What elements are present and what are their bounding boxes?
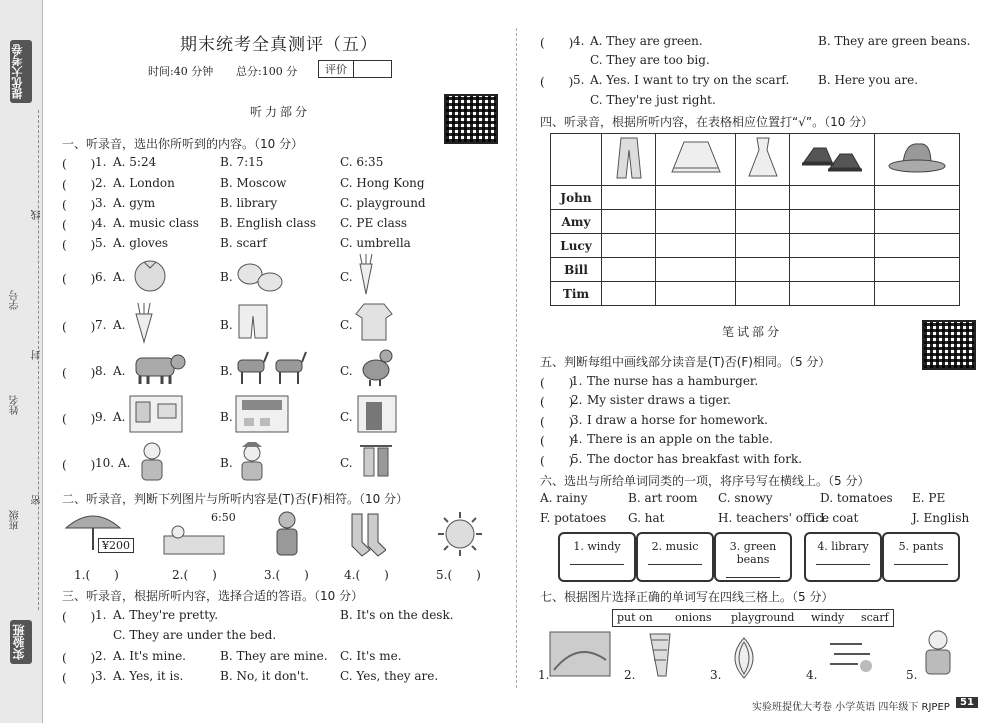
rooster-icon[interactable]	[356, 346, 396, 388]
sneakers-icon	[800, 138, 864, 178]
answer-paren[interactable]: ( )	[540, 415, 574, 429]
option-c: C.	[340, 410, 353, 424]
check-cell[interactable]	[875, 186, 960, 210]
section5-title: 五、判断每组中画线部分读音是(T)否(F)相同。（5 分）	[540, 355, 831, 369]
answer-blank[interactable]	[894, 563, 948, 565]
word-box-label: 4. library	[817, 540, 869, 553]
listening-heading: 听力部分	[250, 105, 311, 119]
written-heading: 笔试部分	[722, 325, 783, 339]
check-cell[interactable]	[790, 258, 875, 282]
corner-cell	[551, 134, 602, 186]
answer-blank[interactable]	[570, 563, 624, 565]
check-cell[interactable]	[602, 282, 656, 306]
word-box-2[interactable]	[636, 532, 714, 582]
boy-scarf-icon[interactable]	[136, 440, 168, 482]
check-cell[interactable]	[602, 210, 656, 234]
clothes-rack-icon[interactable]	[356, 440, 396, 480]
item-number: 10.	[95, 456, 115, 470]
option-item: E. PE	[912, 491, 946, 505]
option-c: C.	[340, 456, 353, 470]
answer-paren[interactable]: ( )	[62, 458, 96, 472]
option-item: C. snowy	[718, 491, 773, 505]
check-cell[interactable]	[656, 258, 736, 282]
answer-paren[interactable]: ( )	[540, 75, 574, 89]
word-bank-item: scarf	[861, 611, 889, 624]
check-cell[interactable]	[875, 210, 960, 234]
page-number: 51	[956, 697, 978, 708]
art-room-icon[interactable]	[128, 394, 184, 434]
answer-paren[interactable]: ( )	[62, 366, 96, 380]
answer-paren[interactable]: ( )	[62, 238, 96, 252]
socks-icon[interactable]	[346, 512, 386, 558]
sweater-icon[interactable]	[354, 300, 394, 342]
pants-icon	[609, 136, 649, 180]
answer-paren[interactable]: ( )	[540, 434, 574, 448]
section3-title: 三、听录音，根据所听内容，选择合适的答语。（10 分）	[62, 589, 364, 603]
sentence: The nurse has a hamburger.	[587, 374, 759, 388]
option-item: F. potatoes	[540, 511, 607, 525]
option-item: B. art room	[628, 491, 698, 505]
answer-paren[interactable]: ( )	[62, 320, 96, 334]
binding-sidebar	[0, 0, 43, 723]
answer-paren[interactable]: ( )	[62, 198, 96, 212]
option-b: B.	[220, 456, 233, 470]
option-c: C. 6:35	[340, 155, 384, 169]
table-row	[551, 258, 960, 282]
option-c: C. Hong Kong	[340, 176, 425, 190]
word-bank-item: windy	[811, 611, 845, 624]
option-a: A. They are green.	[590, 34, 703, 48]
section1-title: 一、听录音，选出你所听到的内容。（10 分）	[62, 137, 304, 151]
item-number: 1.	[95, 155, 107, 169]
page-title: 期末统考全真测评（五）	[180, 35, 378, 55]
option-a: A. Yes, it is.	[113, 669, 184, 683]
picture-label-3: 3.	[710, 668, 722, 682]
answer-paren[interactable]: ( )	[62, 651, 96, 665]
check-cell[interactable]	[736, 258, 790, 282]
table-row	[551, 282, 960, 306]
option-c: C. umbrella	[340, 236, 411, 250]
check-cell[interactable]	[875, 234, 960, 258]
qr-code-written[interactable]	[922, 320, 976, 370]
judge-label-5[interactable]: 5.( )	[436, 568, 481, 582]
judge-label-4[interactable]: 4.( )	[344, 568, 389, 582]
child-winter-icon[interactable]	[272, 510, 302, 558]
word-box-label: 1. windy	[573, 540, 621, 553]
option-b: B. library	[220, 196, 278, 210]
sentence: I draw a horse for homework.	[587, 413, 768, 427]
item-number: 3.	[95, 669, 107, 683]
check-cell[interactable]	[602, 258, 656, 282]
check-cell[interactable]	[736, 210, 790, 234]
table-row	[551, 210, 960, 234]
item-number: 5.	[95, 236, 107, 250]
option-b: B. Here you are.	[818, 73, 919, 87]
class-field-label: 班级	[10, 510, 21, 530]
check-cell[interactable]	[790, 186, 875, 210]
fold-line	[38, 110, 39, 610]
row-name: Lucy	[551, 234, 602, 258]
option-a: A. gloves	[113, 236, 169, 250]
answer-blank[interactable]	[816, 563, 870, 565]
word-bank	[612, 609, 894, 627]
price-tag: ¥200	[98, 538, 134, 553]
answer-blank[interactable]	[726, 576, 780, 578]
check-cell[interactable]	[790, 282, 875, 306]
option-b: B. scarf	[220, 236, 267, 250]
picture-label-5: 5.	[906, 668, 918, 682]
check-cell[interactable]	[875, 258, 960, 282]
sun-icon[interactable]	[436, 510, 484, 558]
answer-paren[interactable]: ( )	[540, 36, 574, 50]
check-cell[interactable]	[656, 186, 736, 210]
time-limit: 时间:40 分钟	[148, 65, 214, 78]
table-header-row	[551, 134, 960, 186]
answer-paren[interactable]: ( )	[62, 178, 96, 192]
footer-text: 实验班提优大考卷 小学英语 四年级下 RJPEP	[752, 702, 950, 713]
answer-paren[interactable]: ( )	[62, 218, 96, 232]
option-a: A. Yes. I want to try on the scarf.	[590, 73, 790, 87]
horses-icon[interactable]	[234, 348, 312, 388]
option-a: A.	[113, 364, 126, 378]
clock-time: 6:50	[211, 511, 236, 524]
word-bank-item: playground	[731, 611, 795, 624]
option-item: I. coat	[820, 511, 859, 525]
check-cell[interactable]	[602, 234, 656, 258]
item-number: 8.	[95, 364, 107, 378]
option-c: C.	[340, 318, 353, 332]
item-number: 3.	[571, 413, 583, 427]
check-cell[interactable]	[656, 234, 736, 258]
col-skirt	[656, 134, 736, 186]
answer-paren[interactable]: ( )	[62, 610, 96, 624]
skirt-icon	[666, 138, 726, 178]
hat-icon	[885, 138, 949, 178]
scarf-icon[interactable]	[640, 630, 680, 680]
picture-label-1: 1.	[538, 668, 550, 682]
grade-label: 评价	[319, 61, 354, 77]
option-a: A. London	[113, 176, 175, 190]
boy-dressing-icon[interactable]	[918, 628, 958, 678]
grade-box[interactable]	[318, 60, 392, 78]
answer-paren[interactable]: ( )	[62, 272, 96, 286]
onion-icon[interactable]	[722, 636, 766, 680]
option-item: D. tomatoes	[820, 491, 893, 505]
item-number: 4.	[571, 432, 583, 446]
option-item: A. rainy	[540, 491, 588, 505]
option-a: A.	[113, 318, 126, 332]
check-table	[550, 133, 960, 306]
item-number: 2.	[95, 649, 107, 663]
item-number: 3.	[95, 196, 107, 210]
answer-paren[interactable]: ( )	[62, 157, 96, 171]
option-b: B. English class	[220, 216, 317, 230]
fold-mark-1: 线	[32, 210, 43, 220]
word-box-label: 5. pants	[898, 540, 944, 553]
name-field-label: 姓名	[10, 395, 21, 415]
answer-paren[interactable]: ( )	[540, 395, 574, 409]
check-cell[interactable]	[736, 282, 790, 306]
check-cell[interactable]	[656, 210, 736, 234]
option-b: B. No, it don't.	[220, 669, 309, 683]
row-name: John	[551, 186, 602, 210]
col-hat	[875, 134, 960, 186]
item-number: 1.	[571, 374, 583, 388]
item-number: 9.	[95, 410, 107, 424]
carrot-icon[interactable]	[352, 252, 380, 296]
item-number: 4.	[573, 34, 585, 48]
sentence: My sister draws a tiger.	[587, 393, 731, 407]
option-c: C. They are too big.	[590, 53, 710, 67]
option-a: A. It's mine.	[113, 649, 186, 663]
boy-hat-icon[interactable]	[236, 440, 268, 482]
check-cell[interactable]	[602, 186, 656, 210]
check-cell[interactable]	[656, 282, 736, 306]
option-a: A. gym	[113, 196, 156, 210]
page-divider	[516, 28, 517, 688]
option-b: B.	[220, 270, 233, 284]
judge-label-3[interactable]: 3.( )	[264, 568, 309, 582]
option-c: C.	[340, 270, 353, 284]
student-id-field-label: 学号	[10, 290, 21, 310]
item-number: 7.	[95, 318, 107, 332]
item-number: 4.	[95, 216, 107, 230]
col-pants	[602, 134, 656, 186]
playground-icon[interactable]	[548, 630, 612, 678]
option-c: C.	[340, 364, 353, 378]
table-row	[551, 234, 960, 258]
fold-mark-3: 密	[32, 495, 43, 505]
row-name: Amy	[551, 210, 602, 234]
windy-icon[interactable]	[826, 630, 876, 678]
check-cell[interactable]	[790, 234, 875, 258]
door-room-icon[interactable]	[356, 394, 398, 434]
section7-title: 七、根据图片选择正确的单词写在四线三格上。（5 分）	[540, 590, 834, 604]
answer-paren[interactable]: ( )	[540, 376, 574, 390]
section2-title: 二、听录音，判断下列图片与所听内容是(T)否(F)相符。（10 分）	[62, 492, 409, 506]
option-c: C. It's me.	[340, 649, 402, 663]
fold-mark-2: 封	[32, 350, 43, 360]
word-bank-item: onions	[675, 611, 712, 624]
option-a: A.	[113, 410, 126, 424]
item-number: 2.	[95, 176, 107, 190]
picture-label-4: 4.	[806, 668, 818, 682]
option-item: H. teachers' office	[718, 511, 830, 525]
answer-paren[interactable]: ( )	[62, 671, 96, 685]
option-a: A. 5:24	[113, 155, 157, 169]
section6-title: 六、选出与所给单词同类的一项，将序号写在横线上。（5 分）	[540, 474, 870, 488]
option-b: B.	[220, 364, 233, 378]
option-a: A.	[118, 456, 131, 470]
option-c: C. Yes, they are.	[340, 669, 439, 683]
qr-code-listening[interactable]	[444, 94, 498, 144]
item-number: 5.	[573, 73, 585, 87]
check-cell[interactable]	[790, 210, 875, 234]
answer-paren[interactable]: ( )	[62, 412, 96, 426]
check-cell[interactable]	[736, 234, 790, 258]
judge-label-1[interactable]: 1.( )	[74, 568, 119, 582]
word-box-1[interactable]	[558, 532, 636, 582]
item-number: 2.	[571, 393, 583, 407]
brand-logo-bottom: 实验班	[10, 620, 32, 664]
judge-label-2[interactable]: 2.( )	[172, 568, 217, 582]
classroom-icon[interactable]	[234, 394, 290, 434]
item-number: 1.	[95, 608, 107, 622]
item-number: 5.	[571, 452, 583, 466]
option-b: B. 7:15	[220, 155, 264, 169]
col-shoes	[790, 134, 875, 186]
option-item: J. English	[912, 511, 970, 525]
answer-blank[interactable]	[648, 563, 702, 565]
row-name: Tim	[551, 282, 602, 306]
option-b: B.	[220, 410, 233, 424]
option-a: A. music class	[113, 216, 199, 230]
option-c: C. PE class	[340, 216, 408, 230]
tomato-icon[interactable]	[130, 254, 170, 294]
radish-icon[interactable]	[130, 300, 158, 344]
potato-icon[interactable]	[234, 256, 284, 296]
option-c: C. They're just right.	[590, 93, 716, 107]
check-cell[interactable]	[736, 186, 790, 210]
item-number: 6.	[95, 270, 107, 284]
brand-logo-top: 提优大考卷	[10, 40, 32, 103]
picture-label-2: 2.	[624, 668, 636, 682]
option-a: A. They're pretty.	[113, 608, 219, 622]
col-dress	[736, 134, 790, 186]
answer-paren[interactable]: ( )	[540, 454, 574, 468]
option-b: B. They are mine.	[220, 649, 328, 663]
row-name: Bill	[551, 258, 602, 282]
ox-icon[interactable]	[128, 348, 188, 386]
option-item: G. hat	[628, 511, 665, 525]
section4-title: 四、听录音，根据所听内容，在表格相应位置打“√”。（10 分）	[540, 115, 874, 129]
sentence: There is an apple on the table.	[587, 432, 773, 446]
option-b: B.	[220, 318, 233, 332]
option-b: B. Moscow	[220, 176, 287, 190]
option-b: B. It's on the desk.	[340, 608, 454, 622]
word-box-5[interactable]	[882, 532, 960, 582]
option-a: A.	[113, 270, 126, 284]
total-score: 总分:100 分	[236, 65, 298, 78]
shorts-icon[interactable]	[236, 302, 270, 342]
word-box-4[interactable]	[804, 532, 882, 582]
dress-icon	[743, 136, 783, 180]
bed-morning-icon[interactable]	[160, 518, 230, 560]
option-c: C. They are under the bed.	[113, 628, 277, 642]
table-row	[551, 186, 960, 210]
check-cell[interactable]	[875, 282, 960, 306]
sentence: The doctor has breakfast with fork.	[587, 452, 803, 466]
word-bank-item: put on	[617, 611, 653, 624]
word-box-3[interactable]	[714, 532, 792, 582]
option-c: C. playground	[340, 196, 426, 210]
word-box-label: 3. green beans	[729, 540, 777, 566]
option-b: B. They are green beans.	[818, 34, 971, 48]
word-box-label: 2. music	[651, 540, 699, 553]
